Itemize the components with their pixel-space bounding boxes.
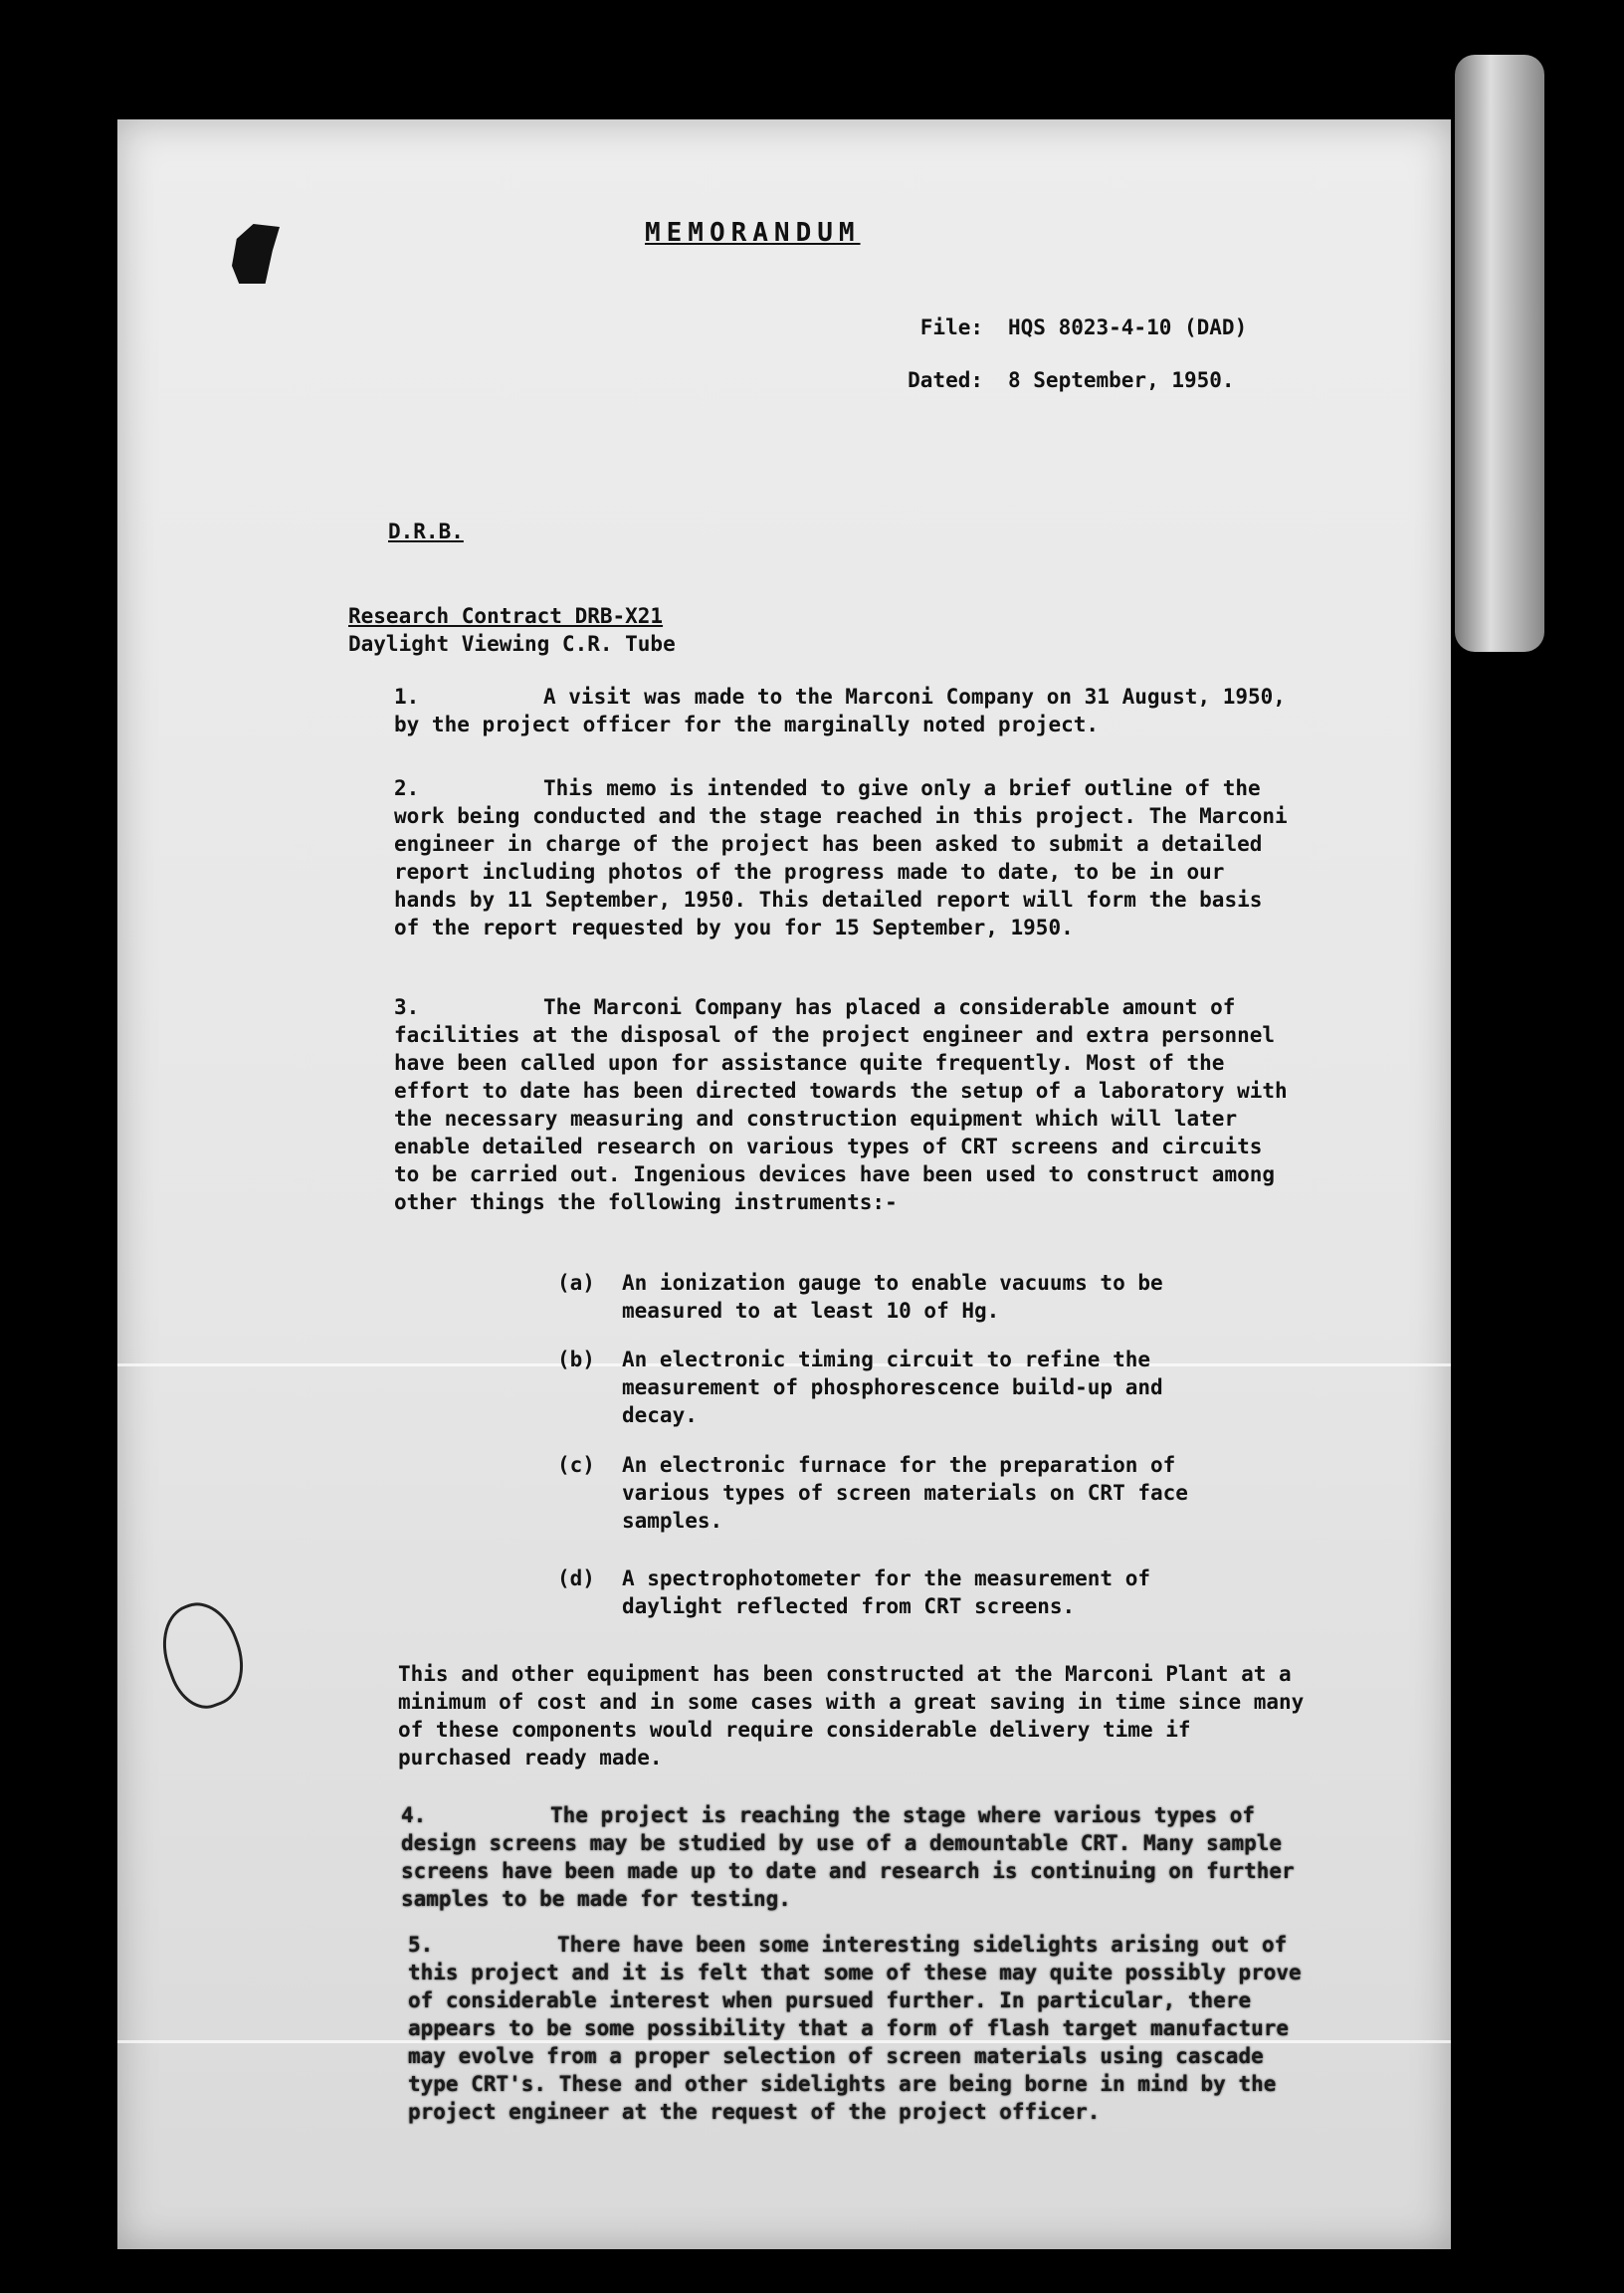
subject-line-2: Daylight Viewing C.R. Tube xyxy=(348,632,676,656)
paragraph-number: 4. xyxy=(401,1803,427,1827)
paragraph-4: The project is reaching the stage where various types of design screens may be studied by use of a demountable CRT. Many sample screens have been made up to date and research is continuing on further samples to be made for testing. xyxy=(401,1803,1295,1911)
list-item-c: An electronic furnace for the preparation of various types of screen materials on CRT face samples. xyxy=(622,1453,1188,1533)
list-label-b: (b) xyxy=(557,1348,595,1371)
paragraph-number: 3. xyxy=(394,995,420,1019)
dated-value: 8 September, 1950. xyxy=(1008,368,1235,392)
handwritten-initials xyxy=(149,1592,257,1718)
list-label-a: (a) xyxy=(557,1271,595,1295)
list-item-b: An electronic timing circuit to refine the measurement of phosphorescence build-up and decay. xyxy=(622,1348,1163,1427)
file-value: HQS 8023-4-10 (DAD) xyxy=(1008,315,1248,339)
closing-paragraph-3: This and other equipment has been constructed at the Marconi Plant at a minimum of cost and in some cases with a great saving in time since many of these components would require considerable delivery time if purchased ready made. xyxy=(398,1662,1305,1770)
file-label: File: xyxy=(919,315,983,339)
page-edge-strip xyxy=(1455,55,1544,652)
memo-page xyxy=(117,119,1451,2249)
memo-title: MEMORANDUM xyxy=(645,218,861,248)
ink-blot xyxy=(232,224,280,284)
paragraph-2: This memo is intended to give only a brief outline of the work being conducted and the stage reached in this project. The Marconi engineer in charge of the project has been asked to submit a detailed report including photos of the progress made to date, to be in our hands by 11 September, 1950. This detailed report will form the basis of the report requested by you for 15 September, 1950. xyxy=(394,776,1288,939)
paragraph-5: There have been some interesting sidelights arising out of this project and it is felt that some of these may quite possibly prove of considerable interest when pursued further. In particular, there appears to be some possibility that a form of flash target manufacture may evolve from a proper selection of screen materials using cascade type CRT's. These and other sidelights are being borne in mind by the project engineer at the request of the project officer. xyxy=(408,1933,1302,2124)
addressee: D.R.B. xyxy=(388,520,464,543)
paragraph-number: 5. xyxy=(408,1933,434,1957)
list-label-c: (c) xyxy=(557,1453,595,1477)
paragraph-3: The Marconi Company has placed a considerable amount of facilities at the disposal of the project engineer and extra personnel have been called upon for assistance quite frequently. Most of the effort to date has been directed towards the setup of a laboratory with the necessary measuring and construction equipment which will later enable detailed research on various types of CRT screens and circuits to be carried out. Ingenious devices have been used to construct among other things the following instruments:- xyxy=(394,995,1288,1214)
paragraph-1: A visit was made to the Marconi Company on 31 August, 1950, by the project officer for the marginally noted project. xyxy=(394,685,1286,736)
paragraph-number: 2. xyxy=(394,776,420,800)
list-label-d: (d) xyxy=(557,1566,595,1590)
paragraph-number: 1. xyxy=(394,685,420,709)
list-item-d: A spectrophotometer for the measurement of daylight reflected from CRT screens. xyxy=(622,1566,1151,1618)
dated-label: Dated: xyxy=(908,368,983,392)
subject-line-1: Research Contract DRB-X21 xyxy=(348,604,664,628)
list-item-a: An ionization gauge to enable vacuums to be measured to at least 10 of Hg. xyxy=(622,1271,1163,1323)
